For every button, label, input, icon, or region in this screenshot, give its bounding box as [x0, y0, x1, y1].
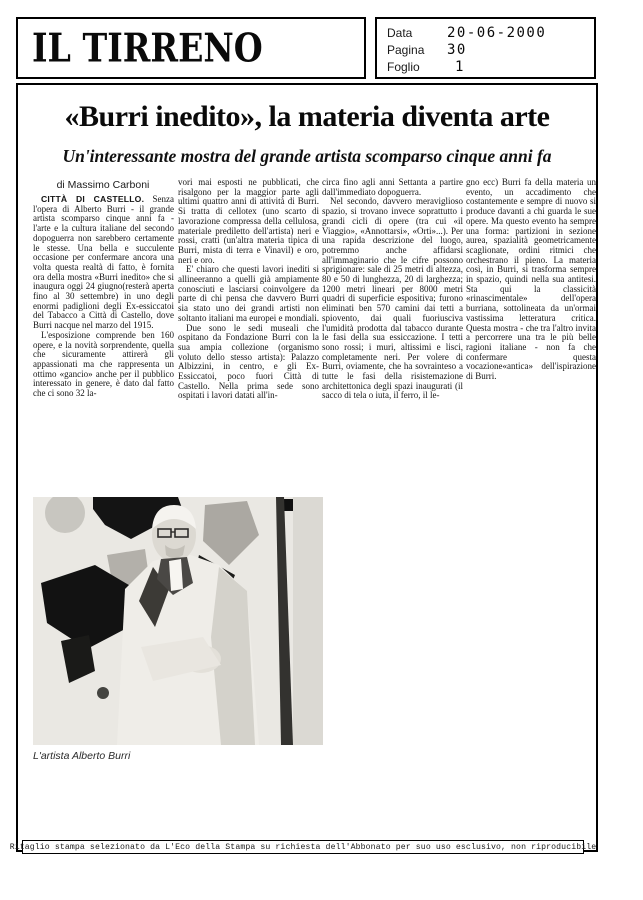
- photo-caption: L'artista Alberto Burri: [33, 750, 131, 762]
- article-photo: [33, 497, 323, 745]
- paragraph-text: Senza l'opera di Alberto Burri - il grande artista scomparso cinque anni fa - l'arte e la cultura italiane del secondo dopoguerra non sarebbero certamente le stesse. Una bella e succulente occasione per confermare ancora una volta questa realtà di fatto, è fornita ora della mostra «Burri inedito» che si inaugura oggi 24 giugno(resterà aperta fino al 30 settembre) in uno degli enormi padiglioni degli Ex-essiccatoi del Tabacco a Città di Castello, dove Burri nacque nel marzo del 1915.: [33, 194, 174, 331]
- sheet-value: 1: [455, 58, 465, 75]
- info-row-date: [387, 24, 594, 41]
- paragraph: Nel secondo, davvero meraviglioso spazio, si trovano invece soprattutto i grandi cicli di opere (tra cui «il Viaggio», «Annottarsi», «Orti»...). Per una rapida descrizione del luogo, potremmo anche affidarsi all'immaginario che le cifre possono sprigionare: sale di 25 metri di altezza, 80 e 50 di lunghezza, 20 di larghezza; 1200 metri lineari per 8000 metri quadri di superficie espositiva; furono eliminati ben 570 camini dai tetti a spiovento, dai quali fuoriusciva l'umidità prodotta dal tabacco durante le fasi della sua essiccazione. I tetti sono rossi; i muri, altissimi e lisci, completamente neri. Per volere di Burri, oviamente, che ha sovrainteso a tutte le fasi della risistemazione architettonica degli spazi inaugurati (il sacco di tela o iuta, il ferro, il le-: [322, 196, 463, 401]
- burri-portrait-photo: [33, 497, 323, 745]
- newspaper-logo: IL TIRRENO: [32, 25, 263, 71]
- date-value: 20-06-2000: [447, 24, 547, 41]
- paragraph: Due sono le sedi museali che ospitano da Fondazione Burri con la sua ampia collezione (organismo voluto dello stesso artista): Palazzo Albizzini, in centro, e gli Ex-Essiccatoi, poco fuori Città di Castello. Nella prima sede sono ospitati i lavori datati all'in-: [178, 322, 319, 401]
- footer-text: Ritaglio stampa selezionato da L'Eco della Stampa su richiesta dell'Abbonato per suo uso esclusivo, non riproducibile: [9, 842, 597, 852]
- info-row-sheet: [387, 58, 594, 75]
- page-value: 30: [447, 41, 467, 58]
- date-label: Data: [387, 25, 413, 40]
- article-column-2: [178, 178, 319, 401]
- masthead-box: [16, 17, 366, 79]
- article-column-1: [33, 195, 174, 399]
- paragraph: [33, 195, 174, 331]
- article-subtitle: Un'interessante mostra del grande artista scomparso cinque anni fa: [62, 146, 552, 166]
- clipping-info-box: [375, 17, 596, 79]
- page-label: Pagina: [387, 42, 425, 57]
- paragraph: circa fino agli anni Settanta a partire dall'immediato dopoguerra.: [322, 177, 463, 197]
- article-column-3: [322, 178, 463, 401]
- article-column-4: [466, 178, 596, 382]
- sheet-label: Foglio: [387, 59, 420, 74]
- article-byline: di Massimo Carboni: [56, 179, 150, 191]
- info-row-page: [387, 41, 594, 58]
- paragraph: vori mai esposti ne pubblicati, che risalgono per la maggior parte agli ultimi quattro anni di attività di Burri. Si tratta di cellotex (uno scarto di lavorazione compressa della cellulosa, materiale prediletto dell'artista) neri e rossi, cratti (un'altra materia tipica di Burri, mista di terra e Vinavil) e oro, neri e oro.: [178, 177, 319, 265]
- dateline-lead: CITTÀ DI CASTELLO.: [41, 194, 145, 204]
- article-headline: «Burri inedito», la materia diventa arte: [64, 100, 550, 133]
- footer-strip: [9, 840, 597, 854]
- paragraph: E' chiaro che questi lavori inediti si allineeranno a quelli già ampiamente conosciuti e lasciarsi coinvolgere da parte di chi pensa che davvero Burri sia stato uno dei grandi artisti non soltanto italiani ma europei e mondiali.: [178, 264, 319, 323]
- paragraph: gno ecc) Burri fa della materia un evento, un accadimento che costantemente e sempre di nuovo si produce davanti a chi guarda le sue opere. Ma questo evento ha sempre una forma: partizioni in sezione aurea, spazialità geometricamente scaglionate, ordini ritmici che orchestrano il pieno. La materia così, in Burri, si trasforma sempre in spazio, quindi nella sua antitesi. Sta qui la classicità «rinascimentale» dell'opera burriana, sottolineata da un'ormai vastissima letteratura critica. Questa mostra - che tra l'altro invita a percorrere una tra le più belle ragioni italiane - non fa che confermare questa vocazione«antica» dell'ispirazione di Burri.: [466, 177, 596, 382]
- paragraph: L'esposizione comprende ben 160 opere, e la novità sorprendente, quella che sicuramente attirerà gli appassionati ma che rappresenta un ottimo «gancio» anche per il pubblico interessato in genere, è dato dal fatto che ci sono 32 la-: [33, 329, 174, 399]
